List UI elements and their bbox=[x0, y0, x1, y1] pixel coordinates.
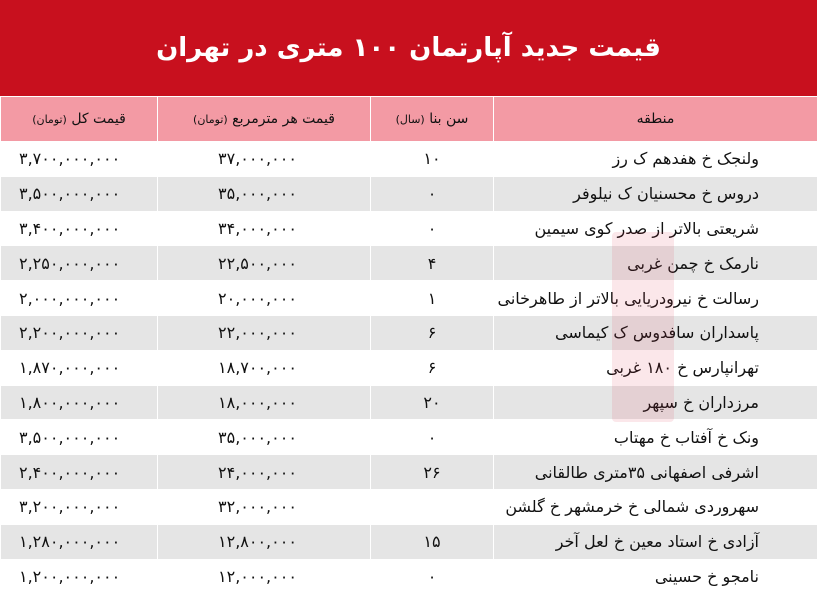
cell-region: دروس خ محسنیان ک نیلوفر bbox=[494, 176, 817, 211]
title-bar bbox=[0, 0, 817, 96]
cell-price-sqm: ۲۴,۰۰۰,۰۰۰ bbox=[158, 455, 371, 490]
cell-total: ۲,۲۵۰,۰۰۰,۰۰۰ bbox=[1, 246, 158, 281]
cell-region: رسالت خ نیرودریایی بالاتر از طاهرخانی bbox=[494, 281, 817, 316]
price-table bbox=[0, 96, 817, 594]
table-row bbox=[1, 559, 817, 594]
cell-age: ۱۰ bbox=[371, 142, 494, 177]
table-row bbox=[1, 455, 817, 490]
cell-region: سهروردی شمالی خ خرمشهر خ گلشن bbox=[494, 489, 817, 524]
table-row bbox=[1, 246, 817, 281]
table-row bbox=[1, 142, 817, 177]
cell-price-sqm: ۳۵,۰۰۰,۰۰۰ bbox=[158, 420, 371, 455]
table-row bbox=[1, 350, 817, 385]
page-title: قیمت جدید آپارتمان ۱۰۰ متری در تهران bbox=[156, 33, 661, 63]
table-header-row bbox=[1, 97, 817, 142]
cell-price-sqm: ۲۰,۰۰۰,۰۰۰ bbox=[158, 281, 371, 316]
table-row bbox=[1, 489, 817, 524]
cell-region: نامجو خ حسینی bbox=[494, 559, 817, 594]
header-price-sqm-unit: (تومان) bbox=[193, 113, 228, 126]
cell-total: ۱,۸۷۰,۰۰۰,۰۰۰ bbox=[1, 350, 158, 385]
cell-age: ۱۵ bbox=[371, 524, 494, 559]
cell-total: ۱,۲۸۰,۰۰۰,۰۰۰ bbox=[1, 524, 158, 559]
cell-total: ۳,۲۰۰,۰۰۰,۰۰۰ bbox=[1, 489, 158, 524]
cell-total: ۲,۴۰۰,۰۰۰,۰۰۰ bbox=[1, 455, 158, 490]
cell-age: ۴ bbox=[371, 246, 494, 281]
cell-age: ۰ bbox=[371, 211, 494, 246]
header-price-sqm: قیمت هر مترمربع (تومان) bbox=[158, 97, 371, 142]
cell-total: ۲,۲۰۰,۰۰۰,۰۰۰ bbox=[1, 315, 158, 350]
cell-total: ۳,۵۰۰,۰۰۰,۰۰۰ bbox=[1, 420, 158, 455]
cell-price-sqm: ۱۸,۰۰۰,۰۰۰ bbox=[158, 385, 371, 420]
cell-age: ۰ bbox=[371, 176, 494, 211]
cell-region: پاسداران سافدوس ک کیماسی bbox=[494, 315, 817, 350]
cell-age: ۶ bbox=[371, 350, 494, 385]
cell-total: ۳,۷۰۰,۰۰۰,۰۰۰ bbox=[1, 142, 158, 177]
cell-age: ۱ bbox=[371, 281, 494, 316]
cell-price-sqm: ۲۲,۰۰۰,۰۰۰ bbox=[158, 315, 371, 350]
cell-region: آزادی خ استاد معین خ لعل آخر bbox=[494, 524, 817, 559]
cell-price-sqm: ۱۸,۷۰۰,۰۰۰ bbox=[158, 350, 371, 385]
cell-price-sqm: ۳۵,۰۰۰,۰۰۰ bbox=[158, 176, 371, 211]
cell-region: ونک خ آفتاب خ مهتاب bbox=[494, 420, 817, 455]
table-row bbox=[1, 281, 817, 316]
cell-total: ۲,۰۰۰,۰۰۰,۰۰۰ bbox=[1, 281, 158, 316]
cell-price-sqm: ۳۴,۰۰۰,۰۰۰ bbox=[158, 211, 371, 246]
table-row bbox=[1, 176, 817, 211]
table-row bbox=[1, 524, 817, 559]
cell-total: ۳,۵۰۰,۰۰۰,۰۰۰ bbox=[1, 176, 158, 211]
cell-region: نارمک خ چمن غربی bbox=[494, 246, 817, 281]
cell-age: ۶ bbox=[371, 315, 494, 350]
cell-price-sqm: ۱۲,۸۰۰,۰۰۰ bbox=[158, 524, 371, 559]
cell-price-sqm: ۲۲,۵۰۰,۰۰۰ bbox=[158, 246, 371, 281]
cell-price-sqm: ۳۲,۰۰۰,۰۰۰ bbox=[158, 489, 371, 524]
cell-region: اشرفی اصفهانی ۳۵متری طالقانی bbox=[494, 455, 817, 490]
header-age: سن بنا (سال) bbox=[371, 97, 494, 142]
header-age-unit: (سال) bbox=[395, 113, 425, 126]
table-row bbox=[1, 420, 817, 455]
table-row bbox=[1, 385, 817, 420]
cell-total: ۱,۸۰۰,۰۰۰,۰۰۰ bbox=[1, 385, 158, 420]
cell-price-sqm: ۳۷,۰۰۰,۰۰۰ bbox=[158, 142, 371, 177]
header-region: منطقه bbox=[494, 97, 817, 142]
header-total: قیمت کل (تومان) bbox=[1, 97, 158, 142]
cell-total: ۳,۴۰۰,۰۰۰,۰۰۰ bbox=[1, 211, 158, 246]
table-row bbox=[1, 211, 817, 246]
cell-total: ۱,۲۰۰,۰۰۰,۰۰۰ bbox=[1, 559, 158, 594]
cell-age: ۲۶ bbox=[371, 455, 494, 490]
table-row bbox=[1, 315, 817, 350]
header-total-unit: (تومان) bbox=[32, 113, 67, 126]
cell-price-sqm: ۱۲,۰۰۰,۰۰۰ bbox=[158, 559, 371, 594]
cell-region: شریعتی بالاتر از صدر کوی سیمین bbox=[494, 211, 817, 246]
cell-age bbox=[371, 489, 494, 524]
cell-region: ولنجک خ هفدهم ک رز bbox=[494, 142, 817, 177]
watermark-logo bbox=[612, 232, 674, 422]
cell-age: ۰ bbox=[371, 420, 494, 455]
cell-region: مرزداران خ سپهر bbox=[494, 385, 817, 420]
cell-age: ۲۰ bbox=[371, 385, 494, 420]
cell-region: تهرانپارس خ ۱۸۰ غربی bbox=[494, 350, 817, 385]
table-body bbox=[1, 142, 817, 594]
cell-age: ۰ bbox=[371, 559, 494, 594]
